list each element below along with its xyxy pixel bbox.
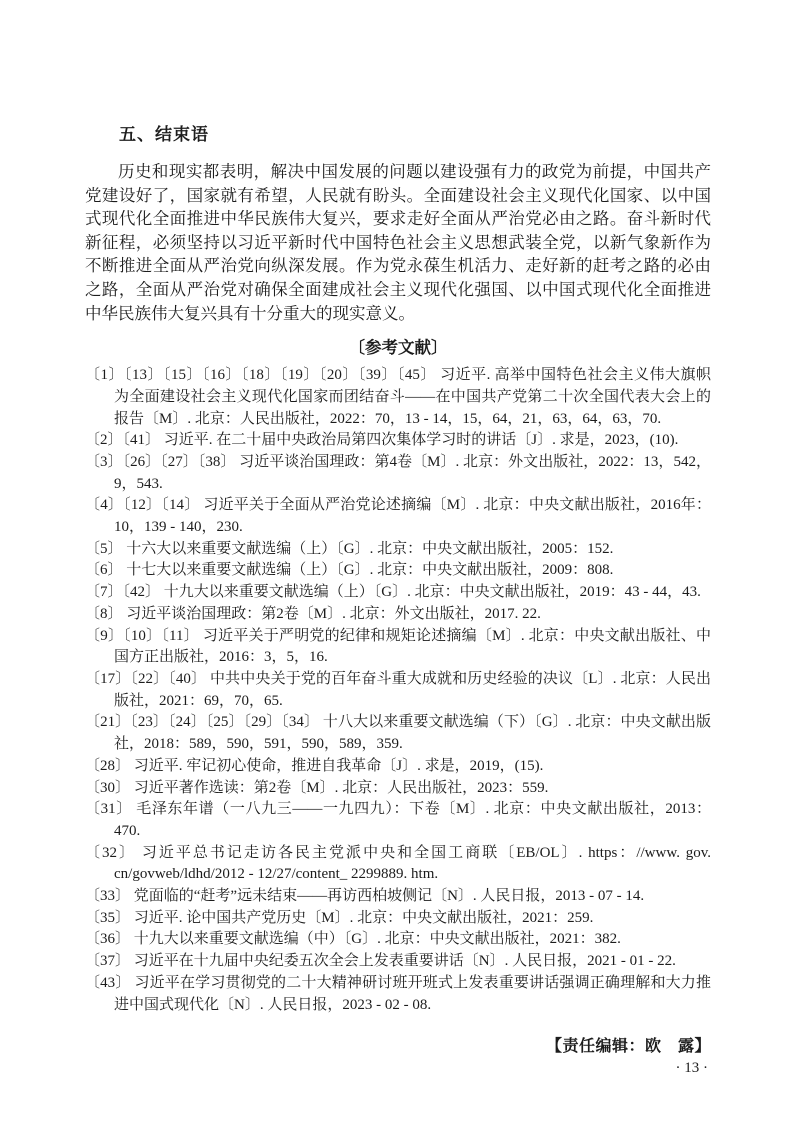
references-heading: 〔参考文献〕 xyxy=(348,338,448,358)
reference-item: 〔32〕 习近平总书记走访各民主党派中央和全国工商联〔EB/OL〕. https：//www. gov. cn/govweb/ldhd/2012 - 12/27/content_ 2299889. htm. xyxy=(85,844,711,883)
page-content xyxy=(85,0,727,1077)
reference-item: 〔5〕 十六大以来重要文献选编（上）〔G〕. 北京：中央文献出版社，2005：152. xyxy=(85,540,614,557)
reference-item: 〔43〕 习近平在学习贯彻党的二十大精神研讨班开班式上发表重要讲话强调正确理解和大力推进中国式现代化〔N〕. 人民日报，2023 - 02 - 08. xyxy=(85,974,711,1013)
conclusion-paragraph: 历史和现实都表明，解决中国发展的问题以建设强有力的政党为前提，中国共产党建设好了，国家就有希望，人民就有盼头。全面建设社会主义现代化国家、以中国式现代化全面推进中华民族伟大复兴，要求走好全面从严治党必由之路。奋斗新时代新征程，必须坚持以习近平新时代中国特色社会主义思想武装全党，以新气象新作为不断推进全面从严治党向纵深发展。作为党永葆生机活力、走好新的赶考之路的必由之路，全面从严治党对确保全面建成社会主义现代化强国、以中国式现代化全面推进中华民族伟大复兴具有十分重大的现实意义。 xyxy=(85,162,711,323)
page-number: · 13 · xyxy=(675,1060,708,1077)
reference-item: 〔17〕〔22〕〔40〕 中共中央关于党的百年奋斗重大成就和历史经验的决议〔L〕. 北京：人民出版社，2021：69，70，65. xyxy=(85,671,711,709)
reference-item: 〔4〕〔12〕〔14〕 习近平关于全面从严治党论述摘编〔M〕. 北京：中央文献出版社，2016年：10，139 - 140，230. xyxy=(85,497,711,536)
reference-item: 〔7〕〔42〕 十九大以来重要文献选编（上）〔G〕. 北京：中央文献出版社，2019：43 - 44，43. xyxy=(85,584,701,601)
reference-item: 〔37〕 习近平在十九届中央纪委五次全会上发表重要讲话〔N〕. 人民日报，2021 - 01 - 22. xyxy=(85,953,676,970)
reference-item: 〔30〕 习近平著作选读：第2卷〔M〕. 北京：人民出版社，2023：559. xyxy=(85,779,549,796)
editor-credit: 【责任编辑：欧 露】 xyxy=(545,1038,711,1056)
reference-item: 〔31〕 毛泽东年谱（一八九三——一九四九）：下卷〔M〕. 北京：中央文献出版社，2013：470. xyxy=(85,801,711,839)
reference-item: 〔33〕 党面临的“赶考”远未结束——再访西柏坡侧记〔N〕. 人民日报，2013 - 07 - 14. xyxy=(85,888,645,905)
reference-item: 〔3〕〔26〕〔27〕〔38〕 习近平谈治国理政：第4卷〔M〕. 北京：外文出版社，2022：13，542，9，543. xyxy=(85,453,711,492)
reference-item: 〔36〕 十九大以来重要文献选编（中）〔G〕. 北京：中央文献出版社，2021：382. xyxy=(85,931,621,948)
reference-item: 〔6〕 十七大以来重要文献选编（上）〔G〕. 北京：中央文献出版社，2009：808. xyxy=(85,562,614,579)
reference-item: 〔1〕〔13〕〔15〕〔16〕〔18〕〔19〕〔20〕〔39〕〔45〕 习近平. 高举中国特色社会主义伟大旗帜 为全面建设社会主义现代化国家而团结奋斗——在中国共产党第二十次全国代表大会上的报告〔M〕. 北京：人民出版社，2022：70，13 - 14，15，64，21，63，64，63，70. xyxy=(85,367,727,427)
reference-item: 〔9〕〔10〕〔11〕 习近平关于严明党的纪律和规矩论述摘编〔M〕. 北京：中央文献出版社、中国方正出版社，2016：3，5，16. xyxy=(85,627,711,666)
reference-item: 〔28〕 习近平. 牢记初心使命，推进自我革命〔J〕. 求是，2019，(15). xyxy=(85,757,544,774)
reference-item: 〔2〕〔41〕 习近平. 在二十届中央政治局第四次集体学习时的讲话〔J〕. 求是，2023，(10). xyxy=(85,432,679,449)
reference-item: 〔35〕 习近平. 论中国共产党历史〔M〕. 北京：中央文献出版社，2021：259. xyxy=(85,909,594,926)
references-list xyxy=(85,365,727,1016)
section-heading: 五、结束语 xyxy=(119,125,209,144)
reference-item: 〔8〕 习近平谈治国理政：第2卷〔M〕. 北京：外文出版社，2017. 22. xyxy=(85,605,541,622)
reference-item: 〔21〕〔23〕〔24〕〔25〕〔29〕〔34〕 十八大以来重要文献选编（下）〔G〕. 北京：中央文献出版社，2018：589，590，591，590，589，359. xyxy=(85,714,711,753)
